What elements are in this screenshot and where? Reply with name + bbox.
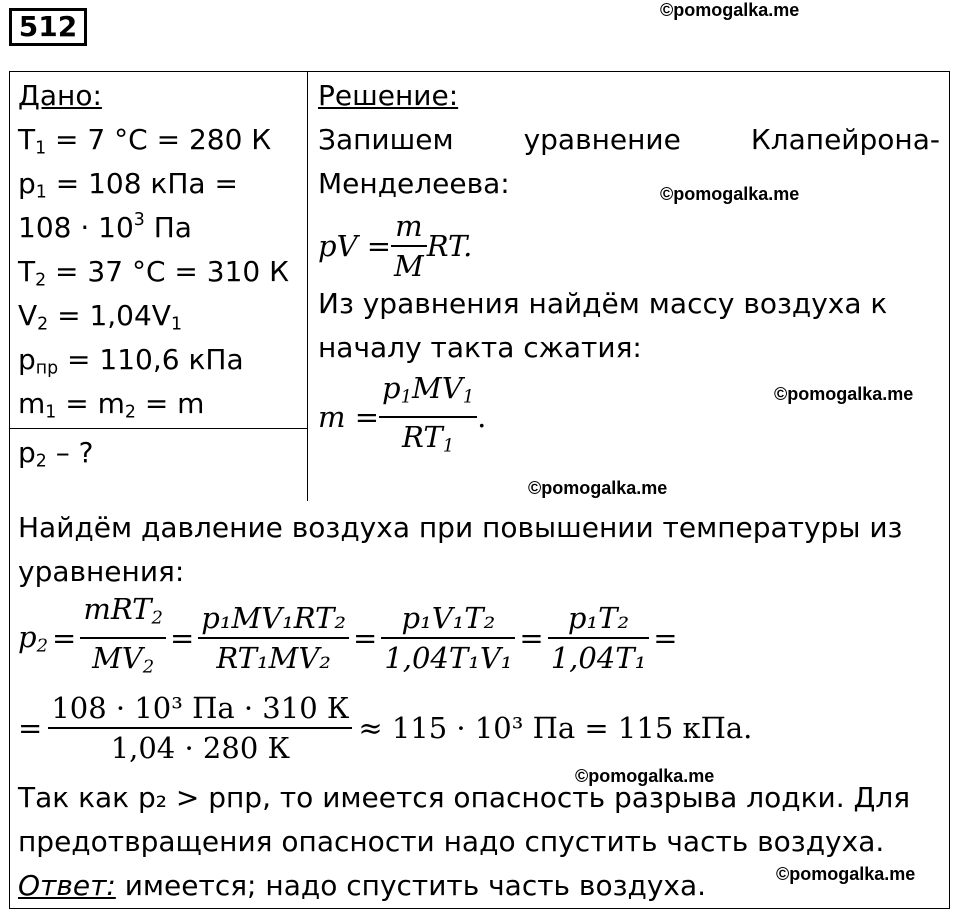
- given-line-t2: $T_2 = 37$ °C = 310 К: [18, 255, 289, 291]
- solution-title: Решение:: [318, 79, 459, 112]
- watermark-3: ©pomogalka.me: [774, 384, 914, 404]
- watermark-top: ©pomogalka.me: [660, 0, 800, 20]
- solution-line-3: Из уравнения найдём массу воздуха к: [318, 287, 888, 320]
- given-line-p1-value: $108 \cdot 10^3$ Па: [18, 209, 192, 244]
- watermark-4: ©pomogalka.me: [528, 478, 668, 498]
- given-line-v2: $V_2 = 1,04V_1$: [18, 299, 183, 335]
- problem-number: 512: [9, 8, 87, 46]
- equation-clapeyron: pV = $\frac{m}{M}$ RT.: [318, 209, 473, 283]
- answer-line: [18, 870, 706, 902]
- watermark-6: ©pomogalka.me: [776, 864, 916, 884]
- solution-line-2: Менделеева:: [318, 167, 510, 200]
- given-title: Дано:: [18, 79, 102, 112]
- solution-line-4: началу такта сжатия:: [318, 331, 642, 364]
- answer-text: имеется; надо спустить часть воздуха.: [115, 869, 707, 902]
- given-line-m: $m_1 = m_2 = m$: [18, 387, 205, 423]
- equation-chain: $p_2$ = $\frac{mRT_2}{MV_2}$ = $\frac{\text{p₁MV₁RT₂}}{\text{RT₁MV₂}}$ = $\frac{\text{p₁V₁T₂}}{\text{1,04T₁V₁}}$ = $\frac{\text{p₁T₂}}{\text{1,04T₁}}$ =: [18, 591, 678, 678]
- watermark-2: ©pomogalka.me: [660, 184, 800, 204]
- body-line-5: Найдём давление воздуха при повышении температуры из: [18, 511, 903, 544]
- given-line-pnp: $p_{пр} = 110,6$ кПа: [18, 343, 244, 379]
- answer-label: Ответ:: [18, 869, 116, 902]
- body-line-6: уравнения:: [18, 555, 185, 588]
- solution-line-1: Запишем уравнение Клапейрона-: [318, 123, 940, 156]
- equation-calc: = $\frac{\text{108 · 10³ Па · 310 К}}{1,04 \cdot 280 К}$ ≈ 115 · 10³ Па = 115 кПа.: [18, 691, 753, 765]
- body-line-8: предотвращения опасности надо спустить часть воздуха.: [18, 825, 885, 858]
- given-line-p1: $p_1 = 108$ кПа =: [18, 167, 238, 203]
- watermark-5: ©pomogalka.me: [575, 766, 715, 786]
- find-p2: $p_2$ – ?: [18, 436, 94, 472]
- body-line-7: Так как p₂ > pпр, то имеется опасность разрыва лодки. Для: [18, 781, 911, 814]
- given-line-t1: $T_1 = 7$ °C = 280 К: [18, 123, 272, 159]
- column-divider: [307, 71, 308, 501]
- equation-mass: m = $\frac{p_1MV_1}{RT_1}$ .: [318, 370, 487, 457]
